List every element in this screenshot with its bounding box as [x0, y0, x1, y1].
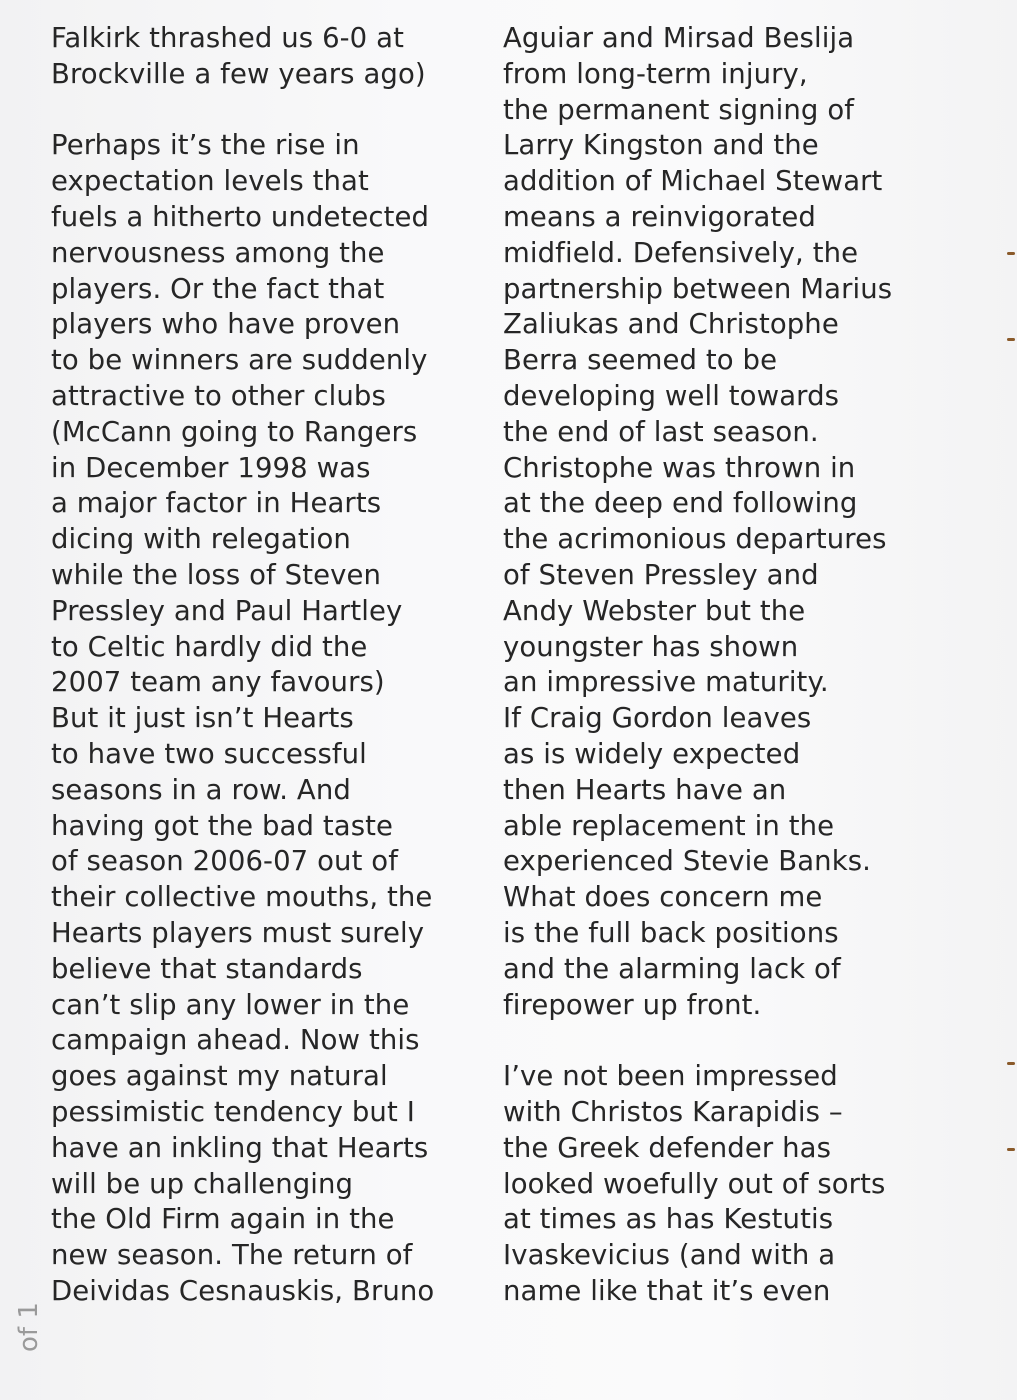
text-line: the acrimonious departures — [503, 523, 887, 556]
text-line: experienced Stevie Banks. — [503, 845, 871, 878]
left-text-column — [51, 21, 491, 1310]
text-line: Perhaps it’s the rise in — [51, 129, 360, 162]
text-line: addition of Michael Stewart — [503, 165, 883, 198]
text-line: seasons in a row. And — [51, 773, 351, 806]
text-line: at the deep end following — [503, 487, 858, 520]
text-line: in December 1998 was — [51, 451, 371, 484]
page-count-label: of 1 — [14, 1302, 44, 1352]
text-line: If Craig Gordon leaves — [503, 702, 812, 735]
text-line: of season 2006-07 out of — [51, 845, 398, 878]
text-line: midfield. Defensively, the — [503, 236, 859, 269]
text-line: then Hearts have an — [503, 773, 787, 806]
text-line: from long-term injury, — [503, 57, 808, 90]
text-line: a major factor in Hearts — [51, 487, 382, 520]
text-line: the Greek defender has — [503, 1131, 832, 1164]
binding-thread-mark — [1007, 338, 1015, 341]
text-line: to Celtic hardly did the — [51, 630, 368, 663]
text-line: having got the bad taste — [51, 809, 394, 842]
text-line: Hearts players must surely — [51, 916, 425, 949]
text-line: Zaliukas and Christophe — [503, 308, 839, 341]
text-line: partnership between Marius — [503, 272, 893, 305]
text-line: the Old Firm again in the — [51, 1203, 395, 1236]
right-text-column — [503, 21, 943, 1310]
text-line: Andy Webster but the — [503, 594, 806, 627]
binding-thread-mark — [1007, 1148, 1015, 1151]
text-line: Falkirk thrashed us 6-0 at — [51, 22, 404, 54]
binding-thread-mark — [1007, 1062, 1015, 1065]
text-line: 2007 team any favours) — [51, 666, 385, 699]
text-line: with Christos Karapidis – — [503, 1095, 843, 1128]
text-line: Larry Kingston and the — [503, 129, 819, 162]
text-line: able replacement in the — [503, 809, 835, 842]
text-line: Pressley and Paul Hartley — [51, 594, 403, 627]
text-line: Deividas Cesnauskis, Bruno — [51, 1274, 435, 1307]
text-line: the end of last season. — [503, 415, 819, 448]
text-line: looked woefully out of sorts — [503, 1167, 886, 1200]
text-line: of Steven Pressley and — [503, 558, 819, 591]
text-line: can’t slip any lower in the — [51, 988, 410, 1021]
text-line: new season. The return of — [51, 1239, 413, 1272]
text-line: goes against my natural — [51, 1060, 388, 1093]
text-line: Berra seemed to be — [503, 344, 778, 377]
text-line: at times as has Kestutis — [503, 1203, 834, 1236]
binding-thread-mark — [1007, 252, 1015, 255]
text-line: to be winners are suddenly — [51, 344, 428, 377]
text-line: firepower up front. — [503, 988, 762, 1021]
text-line: nervousness among the — [51, 236, 385, 269]
text-line: an impressive maturity. — [503, 666, 829, 699]
text-line: Christophe was thrown in — [503, 451, 856, 484]
text-line: What does concern me — [503, 881, 823, 914]
text-line: means a reinvigorated — [503, 200, 816, 233]
text-line: name like that it’s even — [503, 1274, 831, 1307]
text-line: to have two successful — [51, 737, 367, 770]
text-line: players. Or the fact that — [51, 272, 385, 305]
text-line: But it just isn’t Hearts — [51, 702, 354, 735]
text-line: youngster has shown — [503, 630, 799, 663]
text-line: is the full back positions — [503, 916, 839, 949]
text-line: the permanent signing of — [503, 93, 855, 126]
text-line: have an inkling that Hearts — [51, 1131, 429, 1164]
text-line: expectation levels that — [51, 165, 369, 198]
text-line: their collective mouths, the — [51, 881, 433, 914]
text-line: dicing with relegation — [51, 523, 351, 556]
text-line: Brockville a few years ago) — [51, 57, 426, 90]
text-line: will be up challenging — [51, 1167, 354, 1200]
text-line: attractive to other clubs — [51, 379, 386, 412]
text-line — [503, 1023, 943, 1059]
text-line: developing well towards — [503, 379, 840, 412]
text-line: pessimistic tendency but I — [51, 1095, 415, 1128]
text-line: campaign ahead. Now this — [51, 1024, 420, 1057]
text-line: I’ve not been impressed — [503, 1060, 838, 1093]
text-line: Ivaskevicius (and with a — [503, 1239, 836, 1272]
text-line — [51, 93, 491, 129]
text-line: Aguiar and Mirsad Beslija — [503, 22, 855, 54]
text-line: fuels a hitherto undetected — [51, 200, 430, 233]
text-line: while the loss of Steven — [51, 558, 382, 591]
text-line: and the alarming lack of — [503, 952, 841, 985]
text-line: as is widely expected — [503, 737, 801, 770]
text-line: believe that standards — [51, 952, 363, 985]
text-line: players who have proven — [51, 308, 401, 341]
text-line: (McCann going to Rangers — [51, 415, 418, 448]
